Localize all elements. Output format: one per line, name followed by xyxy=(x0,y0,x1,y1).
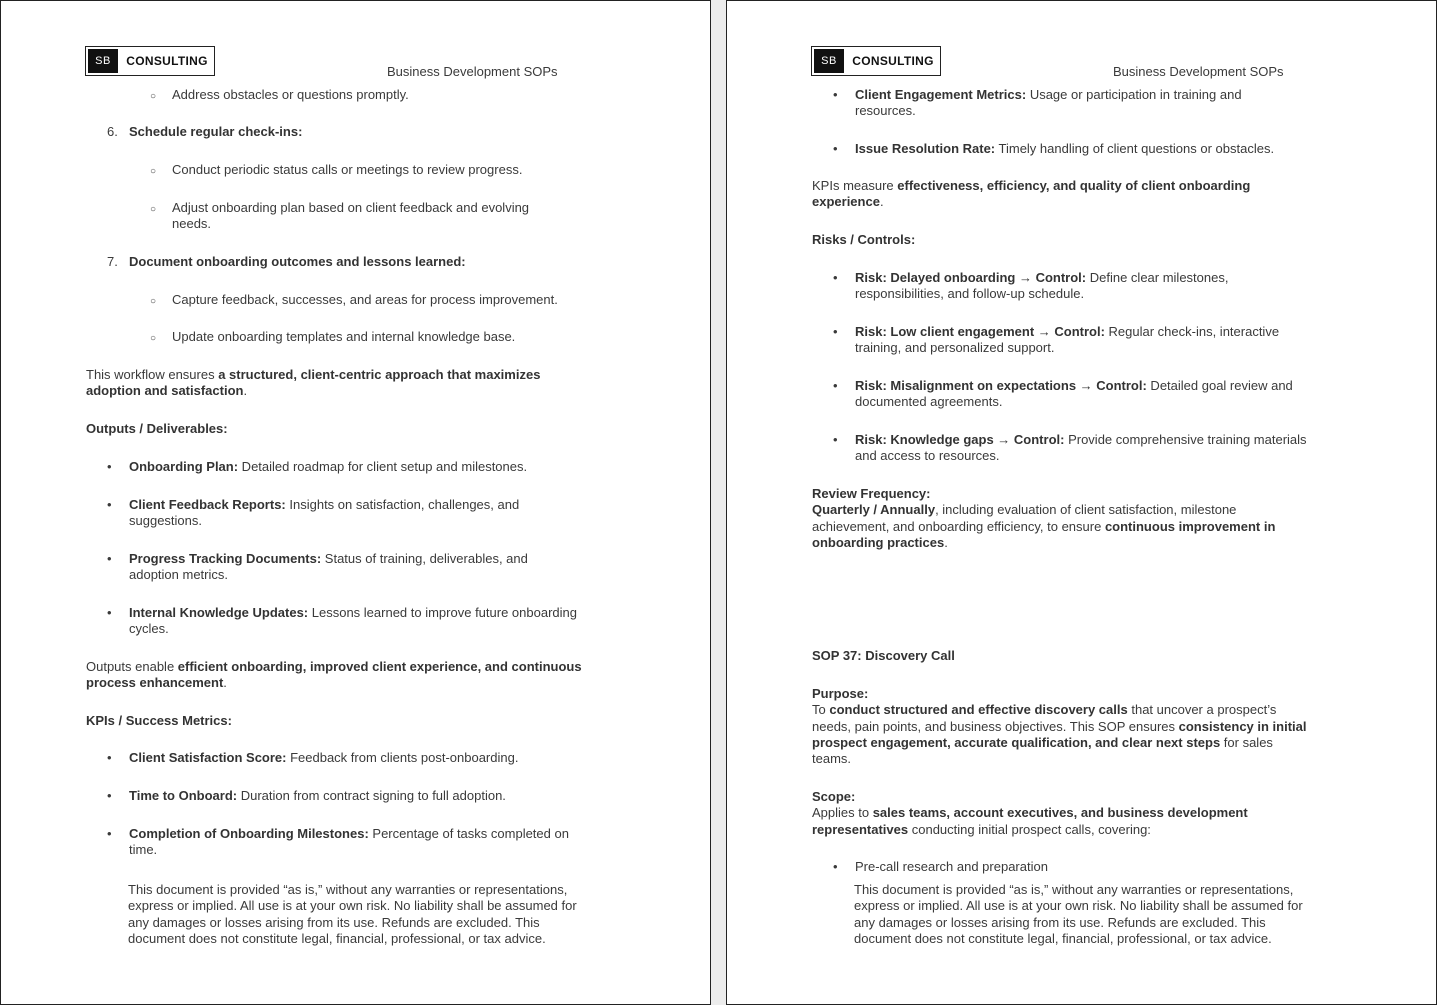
step7-sub-item: Capture feedback, successes, and areas for process improvement. xyxy=(172,292,558,307)
review-frequency: Review Frequency: Quarterly / Annually, including evaluation of client satisfaction, milestone achievement, and onboarding efficiency, to ensure continuous improvement in onboarding practices. xyxy=(812,486,1276,550)
step6-sub-item: Adjust onboarding plan based on client feedback and evolving needs. xyxy=(172,200,530,232)
bullet-icon: • xyxy=(107,826,112,841)
bullet-icon: • xyxy=(107,605,112,620)
logo-initials: SB xyxy=(814,49,844,73)
bullet-icon: • xyxy=(833,378,838,393)
outputs-summary: Outputs enable efficient onboarding, improved client experience, and continuous process enhancement. xyxy=(86,659,582,691)
outputs-heading: Outputs / Deliverables: xyxy=(86,421,228,436)
step7-sub-item: Update onboarding templates and internal knowledge base. xyxy=(172,329,516,344)
disclaimer-footer: This document is provided “as is,” without any warranties or representations, express or implied. All use is at your own risk. No liability shall be assumed for any damages or losses arising from its use. Refunds are excluded. This document does not constitute legal, financial, professional, or tax advice. xyxy=(128,882,577,946)
page-header-title: Business Development SOPs xyxy=(1113,64,1284,79)
scope-section: Scope: Applies to sales teams, account executives, and business development representatives conducting initial prospect calls, covering: xyxy=(812,789,1248,837)
output-item: Progress Tracking Documents: Status of training, deliverables, and adoption metrics. xyxy=(129,551,528,583)
step7-title: Document onboarding outcomes and lessons learned: xyxy=(129,254,466,269)
company-logo xyxy=(811,46,941,76)
circle-bullet-icon: ○ xyxy=(150,333,157,344)
risk-item: Risk: Delayed onboarding → Control: Define clear milestones, responsibilities, and follow-up schedule. xyxy=(855,270,1229,302)
bullet-icon: • xyxy=(107,551,112,566)
logo-initials: SB xyxy=(88,49,118,73)
step7-number: 7. xyxy=(107,254,118,269)
kpi-item: Time to Onboard: Duration from contract signing to full adoption. xyxy=(129,788,506,803)
step5-sub-item: Address obstacles or questions promptly. xyxy=(172,87,409,102)
bullet-icon: • xyxy=(833,270,838,285)
bullet-icon: • xyxy=(833,859,838,874)
bullet-icon: • xyxy=(107,497,112,512)
logo-wordmark: CONSULTING xyxy=(852,53,934,68)
logo-wordmark: CONSULTING xyxy=(126,53,208,68)
output-item: Onboarding Plan: Detailed roadmap for client setup and milestones. xyxy=(129,459,528,474)
bullet-icon: • xyxy=(833,141,838,156)
bullet-icon: • xyxy=(833,324,838,339)
disclaimer-footer: This document is provided “as is,” without any warranties or representations, express or implied. All use is at your own risk. No liability shall be assumed for any damages or losses arising from its use. Refunds are excluded. This document does not constitute legal, financial, professional, or tax advice. xyxy=(854,882,1303,946)
bullet-icon: • xyxy=(107,459,112,474)
step6-number: 6. xyxy=(107,124,118,139)
page-header-title: Business Development SOPs xyxy=(387,64,558,79)
kpi-summary: KPIs measure effectiveness, efficiency, and quality of client onboarding experience. xyxy=(812,178,1251,210)
circle-bullet-icon: ○ xyxy=(150,91,157,102)
document-page-2 xyxy=(726,0,1437,1005)
kpi-item: Client Satisfaction Score: Feedback from clients post-onboarding. xyxy=(129,750,519,765)
bullet-icon: • xyxy=(833,432,838,447)
circle-bullet-icon: ○ xyxy=(150,204,157,215)
kpi-item: Issue Resolution Rate: Timely handling of client questions or obstacles. xyxy=(855,141,1275,156)
purpose-section: Purpose: To conduct structured and effective discovery calls that uncover a prospect’s needs, pain points, and business objectives. This SOP ensures consistency in initial prospect engagement, accurate qualification, and clear next steps for sales teams. xyxy=(812,686,1307,767)
sop-title: SOP 37: Discovery Call xyxy=(812,648,955,663)
kpi-item: Completion of Onboarding Milestones: Percentage of tasks completed on time. xyxy=(129,826,569,858)
circle-bullet-icon: ○ xyxy=(150,296,157,307)
risk-item: Risk: Knowledge gaps → Control: Provide comprehensive training materials and access to resources. xyxy=(855,432,1307,464)
scope-item: Pre-call research and preparation xyxy=(855,859,1048,874)
risk-item: Risk: Misalignment on expectations → Control: Detailed goal review and documented agreements. xyxy=(855,378,1293,410)
output-item: Client Feedback Reports: Insights on satisfaction, challenges, and suggestions. xyxy=(129,497,520,529)
document-page-1 xyxy=(0,0,711,1005)
kpi-item: Client Engagement Metrics: Usage or participation in training and resources. xyxy=(855,87,1242,119)
bullet-icon: • xyxy=(107,788,112,803)
circle-bullet-icon: ○ xyxy=(150,166,157,177)
bullet-icon: • xyxy=(833,87,838,102)
output-item: Internal Knowledge Updates: Lessons learned to improve future onboarding cycles. xyxy=(129,605,577,637)
risk-item: Risk: Low client engagement → Control: Regular check-ins, interactive training, and personalized support. xyxy=(855,324,1280,356)
company-logo xyxy=(85,46,215,76)
bullet-icon: • xyxy=(107,750,112,765)
step6-title: Schedule regular check-ins: xyxy=(129,124,303,139)
kpis-heading: KPIs / Success Metrics: xyxy=(86,713,232,728)
workflow-summary: This workflow ensures a structured, client-centric approach that maximizes adoption and satisfaction. xyxy=(86,367,541,399)
risks-heading: Risks / Controls: xyxy=(812,232,916,247)
step6-sub-item: Conduct periodic status calls or meetings to review progress. xyxy=(172,162,523,177)
